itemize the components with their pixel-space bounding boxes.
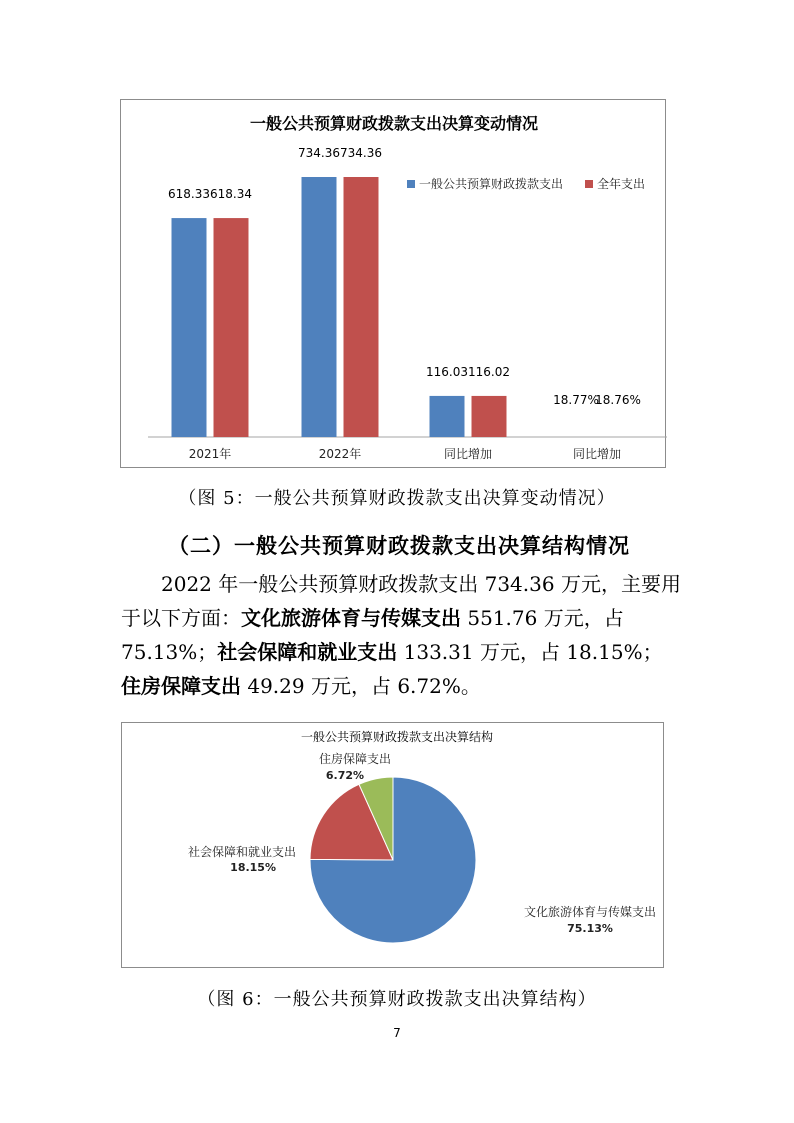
data-label-1-2: 116.03	[426, 364, 468, 379]
legend-label-series-1: 一般公共预算财政拨款支出	[419, 177, 564, 191]
legend-swatch-series-1	[407, 180, 415, 188]
slice-label-social: 社会保障和就业支出	[187, 845, 296, 859]
item-social-label: 社会保障和就业支出	[217, 640, 398, 664]
slice-value-culture: 75.13%	[567, 922, 613, 935]
item-culture-label: 文化旅游体育与传媒支出	[241, 606, 461, 630]
bar-1-1	[302, 177, 337, 437]
item-housing-label: 住房保障支出	[121, 674, 241, 698]
data-label-2-1: 734.36	[340, 146, 382, 160]
bar-1-0	[172, 218, 207, 437]
chart-title: 一般公共预算财政拨款支出决算变动情况	[249, 114, 539, 133]
pie-chart-svg	[122, 723, 665, 969]
slice-label-culture: 文化旅游体育与传媒支出	[523, 905, 657, 919]
data-label-2-2: 116.02	[468, 364, 510, 379]
legend-swatch-series-2	[585, 180, 593, 188]
data-label-2-0: 618.34	[210, 187, 252, 202]
slice-label-housing: 住房保障支出	[318, 752, 392, 766]
bar-2-0	[214, 218, 249, 437]
slice-value-social: 18.15%	[230, 861, 276, 874]
slice-value-housing: 6.72%	[325, 769, 365, 782]
figure-5-caption: （图 5：一般公共预算财政拨款支出决算变动情况）	[178, 488, 616, 509]
data-label-1-1: 734.36	[298, 146, 340, 160]
chart-legend	[407, 176, 645, 191]
x-tick-label-0: 2021年	[188, 447, 232, 461]
x-tick-label-1: 2022年	[318, 447, 362, 461]
legend-label-series-2: 全年支出	[597, 177, 646, 191]
bar-chart-expenditure-change	[120, 99, 666, 468]
item-housing-amount: 49.29 万元，占 6.72%。	[241, 674, 481, 698]
expenditure-structure-paragraph	[121, 567, 681, 703]
data-label-2-3: 18.76%	[595, 393, 641, 407]
item-culture-amount: 551.76 万元，占 75.13%；	[121, 606, 624, 664]
x-tick-label-3: 同比增加	[572, 447, 622, 461]
bar-1-2	[430, 396, 465, 437]
chart-marks	[168, 146, 641, 461]
figure-6-caption: （图 6：一般公共预算财政拨款支出决算结构）	[197, 989, 597, 1010]
bar-2-1	[344, 177, 379, 437]
section-heading: （二）一般公共预算财政拨款支出决算结构情况	[168, 534, 630, 558]
pie-slices	[310, 777, 476, 943]
pie-chart-expenditure-structure	[121, 722, 664, 968]
data-label-1-0: 618.33	[168, 187, 210, 202]
chart-title: 一般公共预算财政拨款支出决算结构	[300, 730, 494, 744]
x-tick-label-2: 同比增加	[443, 447, 493, 461]
bar-chart-svg	[121, 100, 667, 469]
paragraph-intro: 2022 年一般公共预算财政拨款支出 734.36 万元，主要用于以下方面：	[121, 572, 681, 630]
item-social-amount: 133.31 万元，占 18.15%；	[397, 640, 663, 664]
bar-2-2	[472, 396, 507, 437]
page-number: 7	[393, 1026, 401, 1040]
data-label-1-3: 18.77%	[553, 393, 599, 407]
